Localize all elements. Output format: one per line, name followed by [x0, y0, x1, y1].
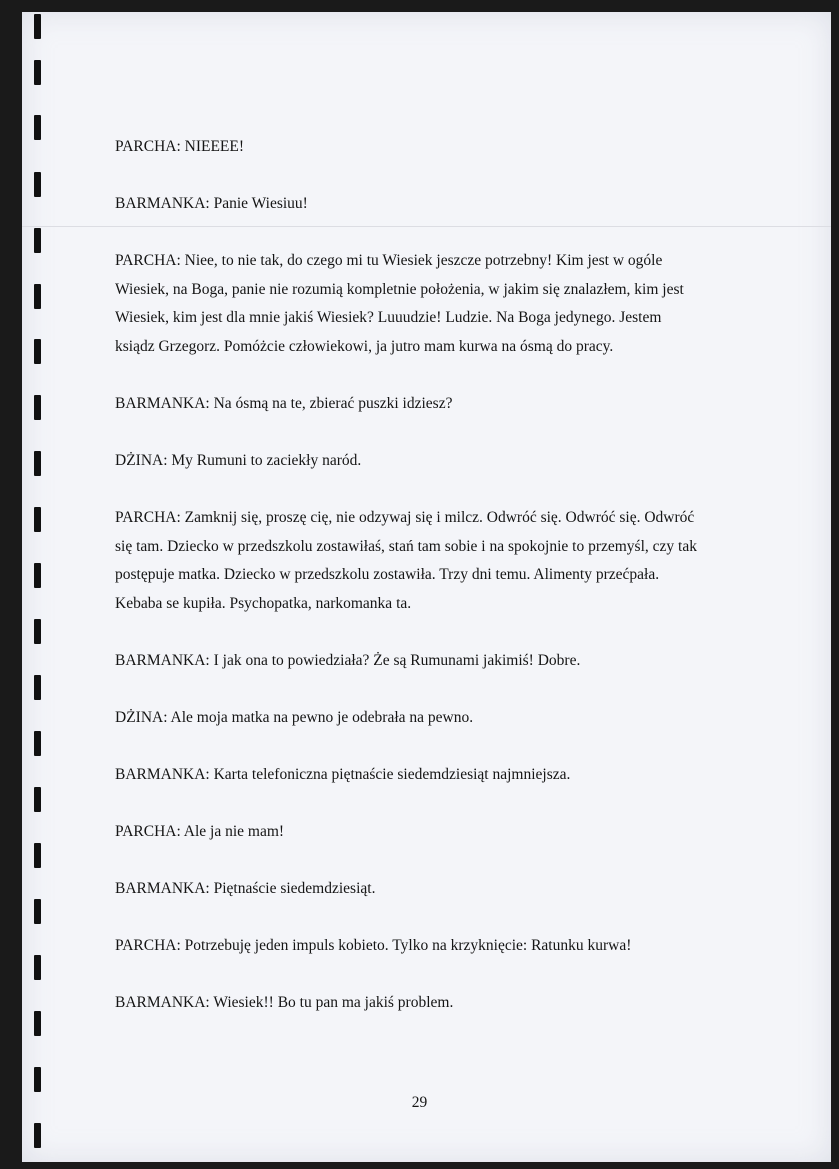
- dialogue-line-parcha: PARCHA: Niee, to nie tak, do czego mi tu Wiesiek jeszcze potrzebny! Kim jest w ogóle: [115, 252, 663, 269]
- binding-hole: [34, 899, 41, 924]
- binding-hole: [34, 955, 41, 980]
- dialogue-line-continuation: Kebaba se kupiła. Psychopatka, narkomanka ta.: [115, 595, 412, 612]
- dialogue-line-parcha: PARCHA: NIEEEE!: [115, 138, 245, 155]
- binding-hole: [34, 731, 41, 756]
- binding-hole: [34, 451, 41, 476]
- dialogue-line-continuation: ksiądz Grzegorz. Pomóżcie człowiekowi, ja jutro mam kurwa na ósmą do pracy.: [115, 338, 614, 355]
- dialogue-line-parcha: PARCHA: Ale ja nie mam!: [115, 823, 285, 840]
- binding-hole: [34, 563, 41, 588]
- binding-hole: [34, 60, 41, 85]
- binding-hole: [34, 1011, 41, 1036]
- dialogue-line-parcha: PARCHA: Zamknij się, proszę cię, nie odzywaj się i milcz. Odwróć się. Odwróć się. Odwróć: [115, 509, 695, 526]
- page-number: 29: [411, 1094, 428, 1111]
- paper-crease: [22, 226, 831, 227]
- binding-hole: [34, 675, 41, 700]
- binding-hole: [34, 619, 41, 644]
- binding-hole: [34, 284, 41, 309]
- dialogue-line-barmanka: BARMANKA: I jak ona to powiedziała? Że są Rumunami jakimiś! Dobre.: [115, 652, 581, 669]
- binding-hole: [34, 115, 41, 140]
- binding-hole: [34, 228, 41, 253]
- binding-hole: [34, 339, 41, 364]
- dialogue-line-dzina: DŻINA: Ale moja matka na pewno je odebrała na pewno.: [115, 709, 474, 726]
- binding-hole: [34, 1123, 41, 1148]
- binding-hole: [34, 787, 41, 812]
- dialogue-line-continuation: Wiesiek, kim jest dla mnie jakiś Wiesiek? Luuudzie! Ludzie. Na Boga jedynego. Jestem: [115, 309, 662, 326]
- binding-hole: [34, 14, 41, 39]
- dialogue-line-barmanka: BARMANKA: Piętnaście siedemdziesiąt.: [115, 880, 376, 897]
- binding-hole: [34, 395, 41, 420]
- dialogue-line-barmanka: BARMANKA: Wiesiek!! Bo tu pan ma jakiś problem.: [115, 994, 454, 1011]
- binding-hole: [34, 1067, 41, 1092]
- dialogue-line-barmanka: BARMANKA: Karta telefoniczna piętnaście siedemdziesiąt najmniejsza.: [115, 766, 571, 783]
- dialogue-line-barmanka: BARMANKA: Panie Wiesiuu!: [115, 195, 308, 212]
- binding-hole: [34, 507, 41, 532]
- binding-hole: [34, 843, 41, 868]
- dialogue-line-continuation: się tam. Dziecko w przedszkolu zostawiłaś, stań tam sobie i na spokojnie to przemyśl, czy tak: [115, 538, 697, 555]
- dialogue-line-dzina: DŻINA: My Rumuni to zaciekły naród.: [115, 452, 362, 469]
- binding-hole: [34, 172, 41, 197]
- dialogue-line-parcha: PARCHA: Potrzebuję jeden impuls kobieto. Tylko na krzyknięcie: Ratunku kurwa!: [115, 937, 632, 954]
- dialogue-line-barmanka: BARMANKA: Na ósmą na te, zbierać puszki idziesz?: [115, 395, 453, 412]
- dialogue-line-continuation: postępuje matka. Dziecko w przedszkolu zostawiła. Trzy dni temu. Alimenty przećpała.: [115, 566, 660, 583]
- dialogue-line-continuation: Wiesiek, na Boga, panie nie rozumią kompletnie położenia, w jakim się znalazłem, kim jest: [115, 281, 684, 298]
